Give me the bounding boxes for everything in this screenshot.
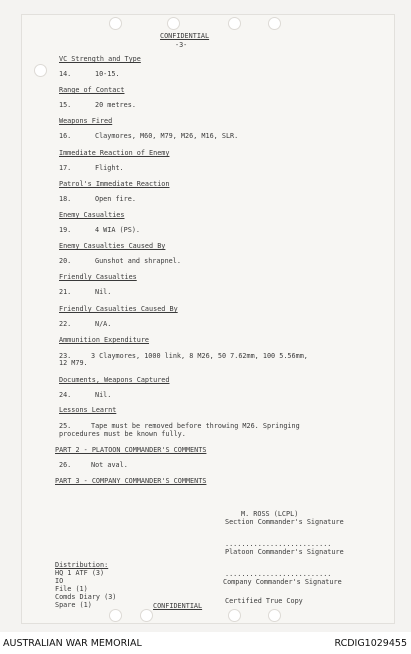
item-value-continued: 12 M79. bbox=[59, 359, 88, 367]
item-number: 14. bbox=[59, 70, 72, 78]
punch-hole-top-1 bbox=[109, 17, 122, 30]
item-value: 4 WIA (PS). bbox=[95, 226, 141, 234]
section-heading: PART 3 - COMPANY COMMANDER'S COMMENTS bbox=[55, 477, 207, 485]
item-number: 26. bbox=[59, 461, 72, 469]
section-heading: PART 2 - PLATOON COMMANDER'S COMMENTS bbox=[55, 446, 207, 454]
punch-hole-bottom-1 bbox=[109, 609, 122, 622]
item-value: 3 Claymores, 1000 link, 8 M26, 50 7.62mm, 100 5.56mm, bbox=[91, 352, 308, 360]
bottom-confidential: CONFIDENTIAL bbox=[153, 602, 203, 610]
item-value-continued: procedures must be known fully. bbox=[59, 430, 186, 438]
item-number: 17. bbox=[59, 164, 72, 172]
section-commander-name: M. ROSS (LCPL) bbox=[241, 510, 299, 518]
platoon-commander-signature-label: Platoon Commander's Signature bbox=[225, 548, 344, 556]
item-number: 18. bbox=[59, 195, 72, 203]
distribution-item: HQ 1 ATF (3) bbox=[55, 569, 105, 577]
item-value: Tape must be removed before throwing M26. Springing bbox=[91, 422, 300, 430]
item-number: 21. bbox=[59, 288, 72, 296]
item-number: 25. bbox=[59, 422, 72, 430]
footer-institution: AUSTRALIAN WAR MEMORIAL bbox=[3, 638, 142, 649]
punch-hole-bottom-2 bbox=[140, 609, 153, 622]
section-heading: Friendly Casualties bbox=[59, 273, 137, 281]
item-value: Gunshot and shrapnel. bbox=[95, 257, 181, 265]
section-heading: Documents, Weapons Captured bbox=[59, 376, 170, 384]
item-number: 22. bbox=[59, 320, 72, 328]
certified-true-copy: Certified True Copy bbox=[225, 597, 303, 605]
section-heading: Friendly Casualties Caused By bbox=[59, 305, 178, 313]
section-heading: VC Strength and Type bbox=[59, 55, 141, 63]
punch-hole-left bbox=[34, 64, 47, 77]
item-number: 19. bbox=[59, 226, 72, 234]
distribution-item: IO bbox=[55, 577, 64, 585]
company-commander-signature-label: Company Commander's Signature bbox=[223, 578, 342, 586]
item-value: 20 metres. bbox=[95, 101, 136, 109]
punch-hole-top-3 bbox=[228, 17, 241, 30]
item-value: N/A. bbox=[95, 320, 112, 328]
section-heading: Range of Contact bbox=[59, 86, 125, 94]
distribution-item: File (1) bbox=[55, 585, 88, 593]
section-heading: Enemy Casualties bbox=[59, 211, 125, 219]
section-heading: Patrol's Immediate Reaction bbox=[59, 180, 170, 188]
distribution-item: Spare (1) bbox=[55, 601, 92, 609]
document-page bbox=[21, 14, 395, 624]
header-confidential: CONFIDENTIAL bbox=[160, 32, 210, 40]
item-value: 10-15. bbox=[95, 70, 120, 78]
company-signature-line: .......................... bbox=[225, 570, 332, 578]
section-heading: Immediate Reaction of Enemy bbox=[59, 149, 170, 157]
item-value: Claymores, M60, M79, M26, M16, SLR. bbox=[95, 132, 239, 140]
item-value: Nil. bbox=[95, 288, 112, 296]
archive-footer bbox=[0, 632, 411, 654]
punch-hole-bottom-3 bbox=[228, 609, 241, 622]
item-value: Nil. bbox=[95, 391, 112, 399]
item-number: 23. bbox=[59, 352, 72, 360]
item-value: Not aval. bbox=[91, 461, 128, 469]
item-number: 24. bbox=[59, 391, 72, 399]
platoon-signature-line: .......................... bbox=[225, 540, 332, 548]
page-number: -3- bbox=[175, 41, 188, 49]
punch-hole-top-2 bbox=[167, 17, 180, 30]
section-heading: Weapons Fired bbox=[59, 117, 113, 125]
section-heading: Ammunition Expenditure bbox=[59, 336, 150, 344]
distribution-item: Comds Diary (3) bbox=[55, 593, 117, 601]
item-value: Flight. bbox=[95, 164, 124, 172]
section-commander-signature-label: Section Commander's Signature bbox=[225, 518, 344, 526]
punch-hole-top-4 bbox=[268, 17, 281, 30]
punch-hole-bottom-4 bbox=[268, 609, 281, 622]
footer-reference-id: RCDIG1029455 bbox=[334, 638, 407, 649]
section-heading: Lessons Learnt bbox=[59, 406, 117, 414]
item-number: 20. bbox=[59, 257, 72, 265]
item-number: 15. bbox=[59, 101, 72, 109]
section-heading: Enemy Casualties Caused By bbox=[59, 242, 166, 250]
item-value: Open fire. bbox=[95, 195, 136, 203]
distribution-title: Distribution: bbox=[55, 561, 109, 569]
item-number: 16. bbox=[59, 132, 72, 140]
